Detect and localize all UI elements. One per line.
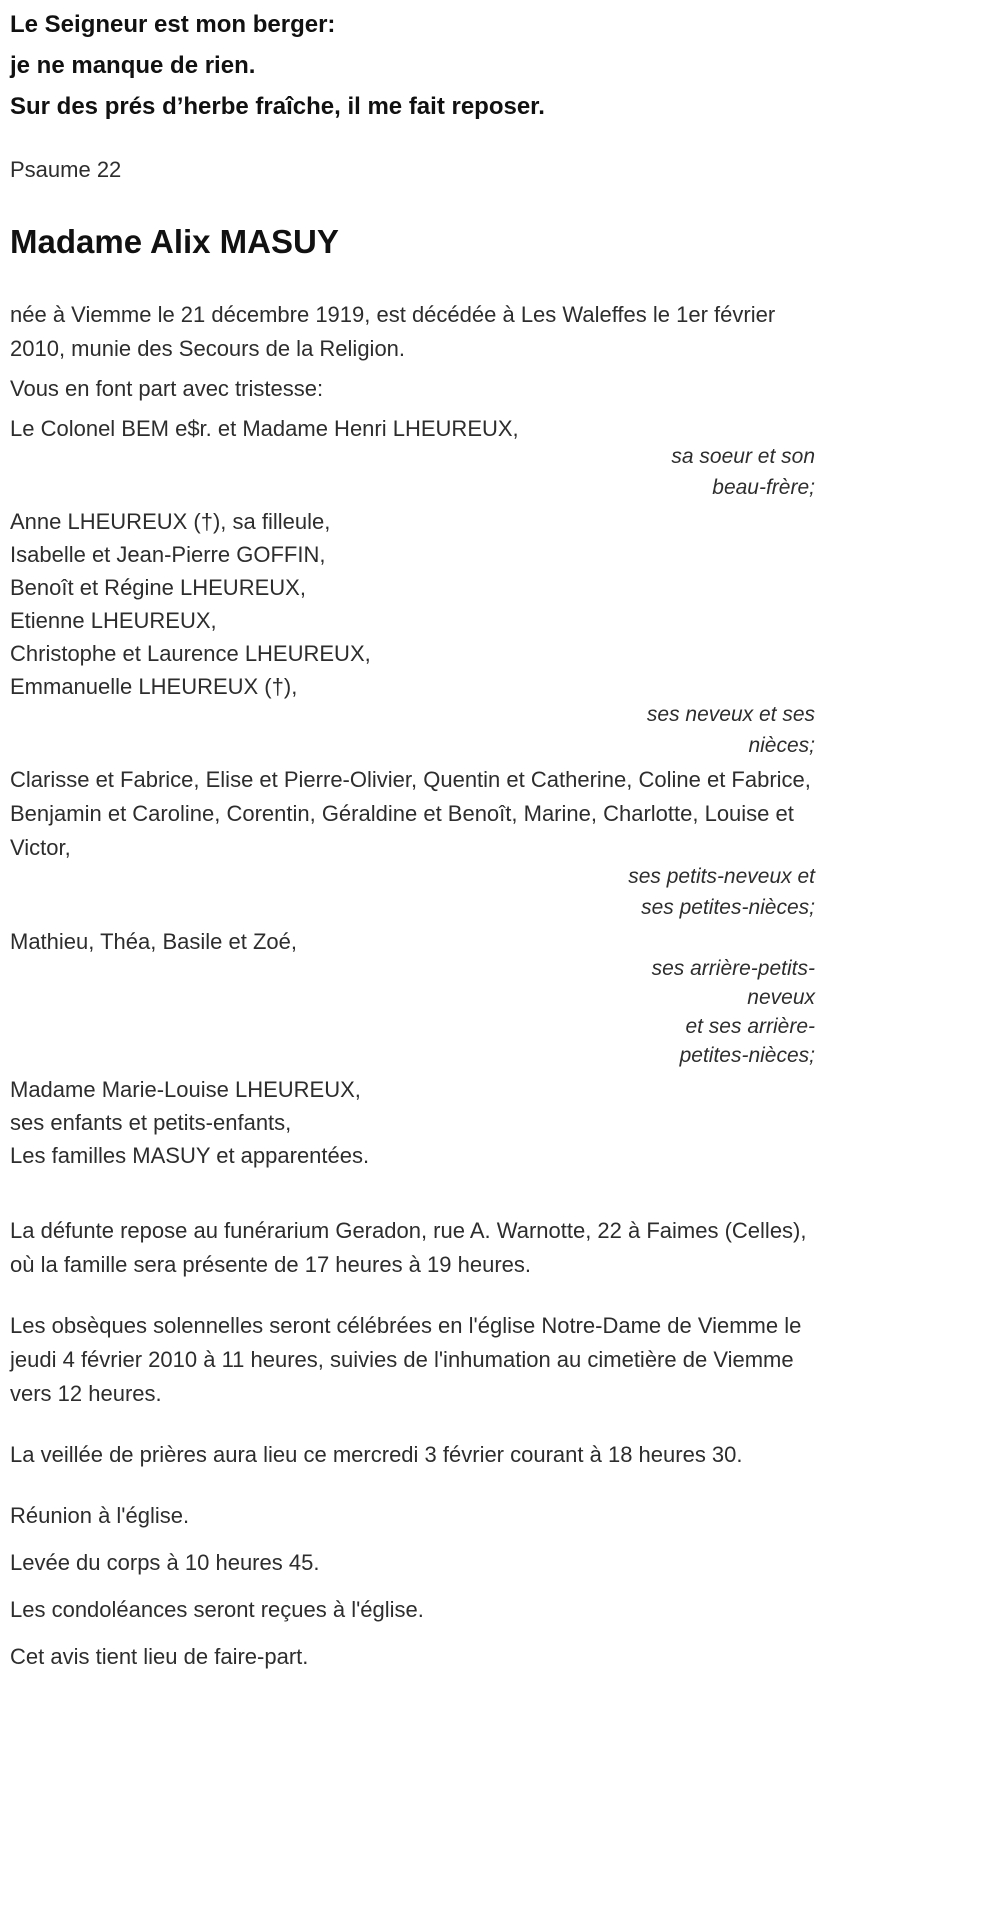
relative-line: Mathieu, Théa, Basile et Zoé, <box>10 929 297 954</box>
relative-line: Madame Marie-Louise LHEUREUX, <box>10 1077 361 1102</box>
church-meeting-info: Réunion à l'église. <box>10 1503 190 1528</box>
relative-line: Emmanuelle LHEUREUX (†), <box>10 674 298 699</box>
notice-content <box>10 10 815 1674</box>
relation-line: ses petits-neveux et <box>628 865 815 888</box>
relation-line: et ses arrière- <box>685 1015 815 1038</box>
relative-line: Anne LHEUREUX (†), sa filleule, <box>10 509 331 534</box>
relative-line: Les familles MASUY et apparentées. <box>10 1143 370 1168</box>
relative-line: Isabelle et Jean-Pierre GOFFIN, <box>10 542 326 567</box>
page-title: Madame Alix MASUY <box>10 223 339 260</box>
intro-text: née à Viemme le 21 décembre 1919, est décédée à Les Waleffes le 1er février 2010, munie des Secours de la Religion. <box>10 302 776 361</box>
family-group <box>10 412 815 503</box>
relation-line: neveux <box>747 986 815 1009</box>
relation-line: nièces; <box>748 734 815 757</box>
relative-line: Benoît et Régine LHEUREUX, <box>10 575 306 600</box>
family-group <box>10 1073 815 1172</box>
family-group <box>10 763 815 923</box>
vigil-info: La veillée de prières aura lieu ce mercredi 3 février courant à 18 heures 30. <box>10 1442 743 1467</box>
relative-line: Etienne LHEUREUX, <box>10 608 217 633</box>
announcement-line: Vous en font part avec tristesse: <box>10 376 324 401</box>
family-group <box>10 505 815 761</box>
epigraph <box>10 10 815 184</box>
funeral-home-info: La défunte repose au funérarium Geradon, rue A. Warnotte, 22 à Faimes (Celles), où la famille sera présente de 17 heures à 19 heures. <box>10 1218 807 1277</box>
relation-line: beau-frère; <box>712 476 815 499</box>
relation-label <box>10 861 815 923</box>
relation-line: ses arrière-petits- <box>651 957 815 980</box>
body-removal-info: Levée du corps à 10 heures 45. <box>10 1550 320 1575</box>
relative-line: Christophe et Laurence LHEUREUX, <box>10 641 371 666</box>
relation-label <box>10 954 815 1070</box>
relation-line: sa soeur et son <box>671 445 815 468</box>
epigraph-line: Sur des prés d’herbe fraîche, il me fait reposer. <box>10 93 545 120</box>
relative-line: Clarisse et Fabrice, Elise et Pierre-Olivier, Quentin et Catherine, Coline et Fabrice, Benjamin et Caroline, Corentin, Géraldine et Benoît, Marine, Charlotte, Louise et Victor, <box>10 767 811 860</box>
relation-line: ses neveux et ses <box>646 703 815 726</box>
relation-label <box>10 441 815 503</box>
relation-line: ses petites-nièces; <box>641 896 815 919</box>
epigraph-line: Le Seigneur est mon berger: <box>10 11 336 38</box>
relative-line: Le Colonel BEM e$r. et Madame Henri LHEUREUX, <box>10 416 519 441</box>
family-group <box>10 925 815 1070</box>
condolences-info: Les condoléances seront reçues à l'église. <box>10 1597 424 1622</box>
psalm-reference: Psaume 22 <box>10 157 122 182</box>
relative-line: ses enfants et petits-enfants, <box>10 1110 292 1135</box>
funeral-service-info: Les obsèques solennelles seront célébrées en l'église Notre-Dame de Viemme le jeudi 4 février 2010 à 11 heures, suivies de l'inhumation au cimetière de Viemme vers 12 heures. <box>10 1313 802 1406</box>
notice-statement: Cet avis tient lieu de faire-part. <box>10 1644 309 1669</box>
epigraph-line: je ne manque de rien. <box>10 52 256 79</box>
relation-label <box>10 699 815 761</box>
relation-line: petites-nièces; <box>679 1044 815 1067</box>
ceremony-details <box>10 1214 815 1674</box>
